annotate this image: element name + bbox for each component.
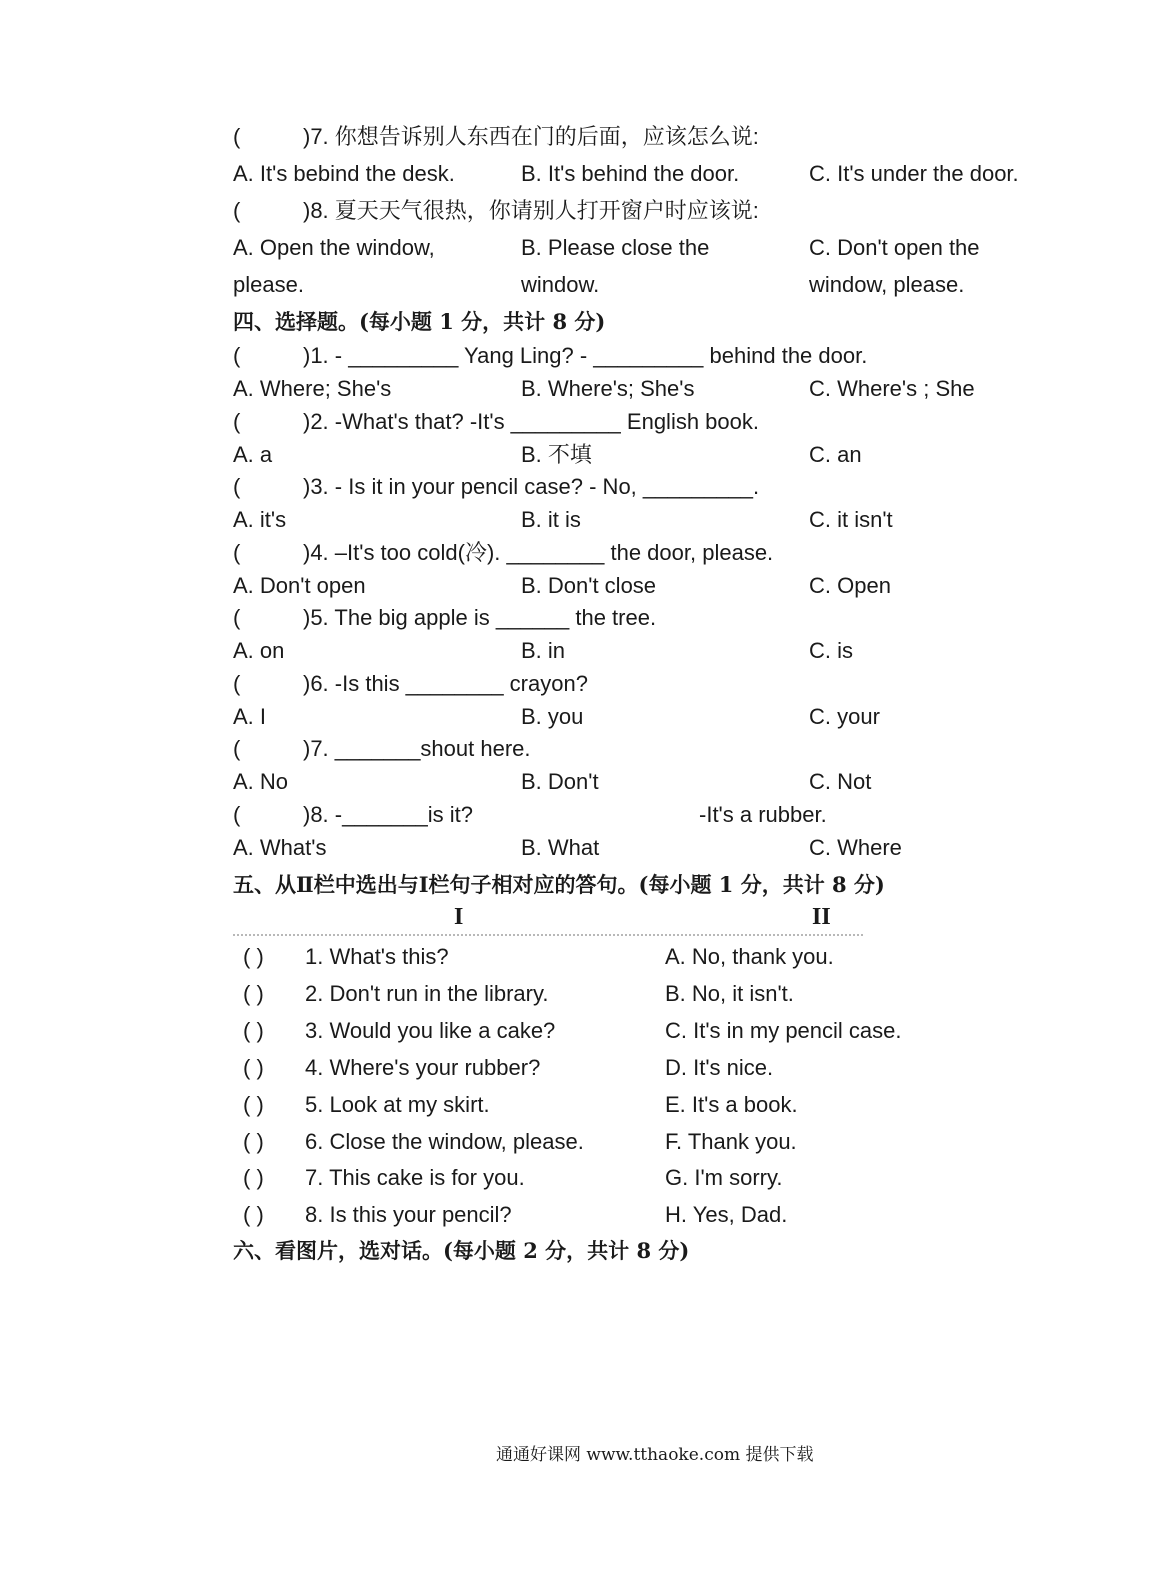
- answer-paren: ( ): [243, 1055, 264, 1080]
- column-ii-answer: F. Thank you.: [665, 1129, 797, 1154]
- s3-question-8: [233, 194, 1053, 228]
- s4-question-5: [233, 601, 1053, 635]
- column-i-sentence: 5. Look at my skirt.: [305, 1092, 490, 1117]
- answer-paren: (: [233, 409, 241, 434]
- matching-row: [233, 1014, 993, 1048]
- option-b: B. Don't close: [521, 573, 657, 598]
- column-divider-dots: [233, 914, 863, 936]
- s4-question-4: [233, 536, 1053, 570]
- option-b: B. 不填: [521, 442, 592, 467]
- answer-paren: (: [233, 736, 241, 761]
- answer-paren: ( ): [243, 1092, 264, 1117]
- option-b: B. in: [521, 638, 566, 663]
- matching-row: [233, 1198, 993, 1232]
- option-a: A. It's bebind the desk.: [233, 161, 455, 186]
- option-b: B. Please close the: [521, 235, 710, 260]
- s4-question-2: [233, 405, 1053, 439]
- matching-row: [233, 1125, 993, 1159]
- option-c: C. it isn't: [809, 507, 893, 532]
- option-a: A. Don't open: [233, 573, 366, 598]
- s4-question-6: [233, 667, 1053, 701]
- s4-q2-options: [233, 438, 1053, 472]
- option-a: A. a: [233, 442, 273, 467]
- s3-question-7: [233, 120, 1053, 154]
- s3-q7-options: [233, 157, 1113, 191]
- question-stem: )8. -_______is it?: [303, 802, 473, 827]
- question-stem: )8. 夏天天气很热，你请别人打开窗户时应该说:: [303, 198, 759, 223]
- answer-paren: (: [233, 671, 241, 696]
- answer-paren: (: [233, 474, 241, 499]
- option-c: C. your: [809, 704, 880, 729]
- option-a: A. on: [233, 638, 285, 663]
- s4-q3-options: [233, 503, 1053, 537]
- answer-paren: (: [233, 343, 241, 368]
- answer-paren: (: [233, 198, 241, 223]
- question-stem: )1. - _________ Yang Ling? - _________ behind the door.: [303, 343, 868, 368]
- answer-paren: (: [233, 124, 241, 149]
- question-stem: )3. - Is it in your pencil case? - No, _________.: [303, 474, 760, 499]
- column-i-sentence: 6. Close the window, please.: [305, 1129, 584, 1154]
- column-i-label: I: [454, 904, 464, 930]
- option-b: B. It's behind the door.: [521, 161, 740, 186]
- column-ii-answer: H. Yes, Dad.: [665, 1202, 788, 1227]
- answer-paren: (: [233, 540, 241, 565]
- option-c: C. Not: [809, 769, 872, 794]
- s4-q5-options: [233, 634, 1053, 668]
- column-ii-answer: E. It's a book.: [665, 1092, 798, 1117]
- option-b: B. Don't: [521, 769, 599, 794]
- option-c: C. is: [809, 638, 853, 663]
- option-b: B. What: [521, 835, 600, 860]
- s4-question-3: [233, 470, 1053, 504]
- option-a: A. Open the window,: [233, 235, 435, 260]
- s4-question-7: [233, 732, 1053, 766]
- column-i-sentence: 8. Is this your pencil?: [305, 1202, 512, 1227]
- option-a: A. What's: [233, 835, 327, 860]
- column-ii-answer: D. It's nice.: [665, 1055, 774, 1080]
- option-b: B. it is: [521, 507, 581, 532]
- question-stem: )7. 你想告诉别人东西在门的后面，应该怎么说:: [303, 124, 759, 149]
- option-c: C. Open: [809, 573, 891, 598]
- column-ii-answer: A. No, thank you.: [665, 944, 834, 969]
- question-stem: )2. -What's that? -It's _________ English book.: [303, 409, 759, 434]
- option-b: B. you: [521, 704, 584, 729]
- column-i-sentence: 4. Where's your rubber?: [305, 1055, 541, 1080]
- column-i-sentence: 1. What's this?: [305, 944, 449, 969]
- option-c: C. It's under the door.: [809, 161, 1019, 186]
- s4-q6-options: [233, 700, 1053, 734]
- column-i-sentence: 3. Would you like a cake?: [305, 1018, 556, 1043]
- s4-question-1: [233, 339, 1053, 373]
- option-c: C. an: [809, 442, 862, 467]
- answer-paren: ( ): [243, 1018, 264, 1043]
- column-i-sentence: 2. Don't run in the library.: [305, 981, 549, 1006]
- section6-heading: 六、看图片，选对话。(每小题 2 分，共计 8 分): [233, 1238, 690, 1263]
- question-stem: )6. -Is this ________ crayon?: [303, 671, 588, 696]
- s4-question-8: [233, 798, 1053, 832]
- answer-paren: ( ): [243, 944, 264, 969]
- s3-q8-options-line2: [233, 268, 1113, 302]
- matching-row: [233, 977, 993, 1011]
- option-b-cont: window.: [521, 272, 600, 297]
- option-a: A. I: [233, 704, 267, 729]
- column-ii-answer: C. It's in my pencil case.: [665, 1018, 902, 1043]
- option-c: C. Where: [809, 835, 902, 860]
- answer-paren: ( ): [243, 1129, 264, 1154]
- answer-paren: (: [233, 802, 241, 827]
- answer-paren: ( ): [243, 981, 264, 1006]
- option-a: A. it's: [233, 507, 287, 532]
- matching-row: [233, 1161, 993, 1195]
- option-b: B. Where's; She's: [521, 376, 695, 401]
- section5-heading: 五、从Ⅱ栏中选出与Ⅰ栏句子相对应的答句。(每小题 1 分，共计 8 分): [233, 872, 885, 897]
- column-i-sentence: 7. This cake is for you.: [305, 1165, 525, 1190]
- column-ii-answer: B. No, it isn't.: [665, 981, 794, 1006]
- matching-row: [233, 1051, 993, 1085]
- option-a: A. Where; She's: [233, 376, 392, 401]
- question-stem: )7. _______shout here.: [303, 736, 531, 761]
- section4-heading: 四、选择题。(每小题 1 分，共计 8 分): [233, 309, 606, 334]
- s3-q8-options-line1: [233, 231, 1113, 265]
- option-a-cont: please.: [233, 272, 304, 297]
- option-c: C. Don't open the: [809, 235, 980, 260]
- s4-q8-options: [233, 831, 1053, 865]
- option-c-cont: window, please.: [809, 272, 965, 297]
- question-stem: )4. –It's too cold(冷). ________ the door, please.: [303, 540, 774, 565]
- option-c: C. Where's ; She: [809, 376, 975, 401]
- matching-row: [233, 1088, 993, 1122]
- answer-paren: ( ): [243, 1202, 264, 1227]
- answer-paren: ( ): [243, 1165, 264, 1190]
- answer-paren: (: [233, 605, 241, 630]
- question-stem: )5. The big apple is ______ the tree.: [303, 605, 657, 630]
- column-ii-answer: G. I'm sorry.: [665, 1165, 783, 1190]
- column-ii-label: II: [812, 904, 831, 930]
- s4-q7-options: [233, 765, 1053, 799]
- option-a: A. No: [233, 769, 289, 794]
- question-stem-right: -It's a rubber.: [699, 802, 827, 827]
- s4-q4-options: [233, 569, 1053, 603]
- page-footer: 通通好课网 www.tthaoke.com 提供下载: [496, 1445, 814, 1465]
- matching-row: [233, 940, 993, 974]
- s4-q1-options: [233, 372, 1053, 406]
